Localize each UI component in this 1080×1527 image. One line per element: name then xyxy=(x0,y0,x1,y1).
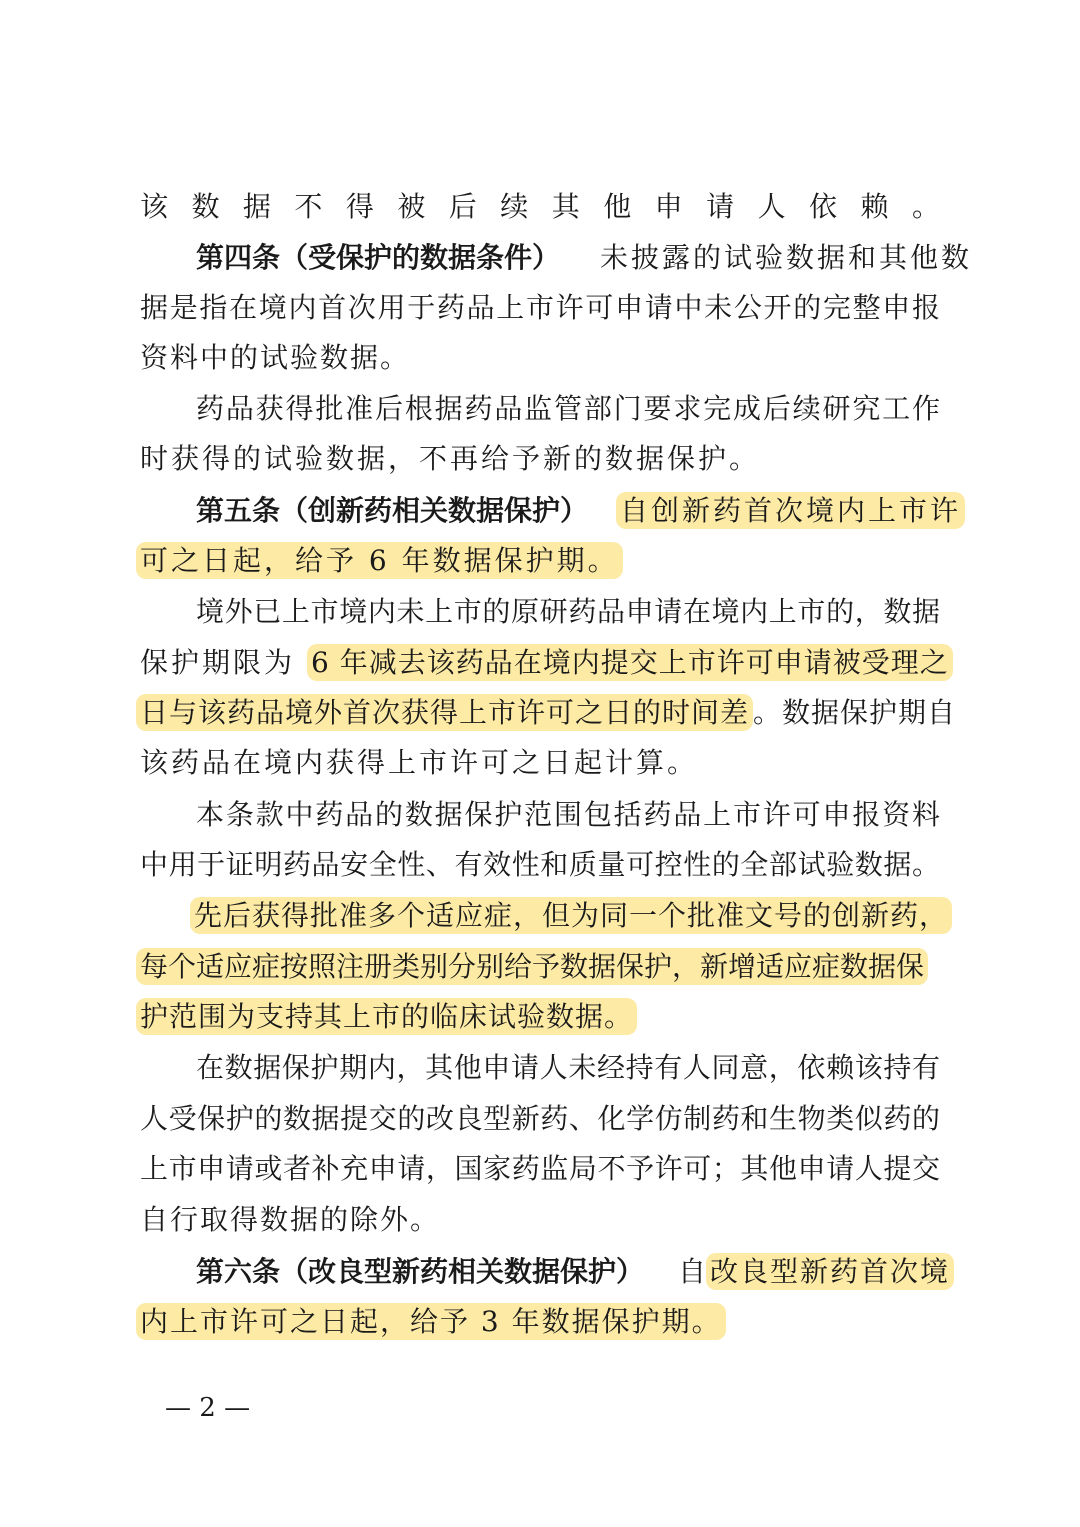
text-line xyxy=(140,338,940,378)
text-line xyxy=(140,187,940,227)
highlighted-text: 可之日起，给予 6 年数据保护期。 xyxy=(136,542,623,579)
line-text: 药品获得批准后根据药品监管部门要求完成后续研究工作 xyxy=(196,392,940,425)
text-line xyxy=(196,795,940,835)
line-text: 未披露的试验数据和其他数 xyxy=(600,241,973,274)
line-text: 据是指在境内首次用于药品上市许可申请中未公开的完整申报 xyxy=(140,291,940,324)
text-line xyxy=(140,288,940,328)
line-text: 该数据不得被后续其他申请人依赖。 xyxy=(140,190,940,223)
article-4-line-1 xyxy=(196,238,973,278)
line-text: 上市申请或者补充申请，国家药监局不予许可；其他申请人提交 xyxy=(140,1152,940,1185)
text-line xyxy=(140,1099,940,1139)
text-line xyxy=(140,845,940,885)
line-text: 资料中的试验数据。 xyxy=(140,341,411,374)
text-line xyxy=(140,1200,940,1240)
text-line xyxy=(140,743,940,783)
text-line xyxy=(140,1149,940,1189)
text-line xyxy=(136,997,936,1037)
text-line xyxy=(190,896,950,936)
text-line xyxy=(136,947,946,987)
line-text: 境外已上市境内未上市的原研药品申请在境内上市的，数据 xyxy=(196,595,940,628)
highlighted-text: 先后获得批准多个适应症，但为同一个批准文号的创新药， xyxy=(190,897,952,934)
line-text: 。数据保护期自 xyxy=(753,696,957,729)
highlighted-text: 内上市许可之日起，给予 3 年数据保护期。 xyxy=(136,1303,726,1340)
text-line xyxy=(196,389,940,429)
highlighted-text: 6 年减去该药品在境内提交上市许可申请被受理之 xyxy=(307,644,953,681)
text-line xyxy=(136,693,957,733)
article-6-heading: 第六条（改良型新药相关数据保护） xyxy=(196,1255,645,1288)
text-line xyxy=(196,1048,940,1088)
text-line xyxy=(140,439,940,479)
line-text: 在数据保护期内，其他申请人未经持有人同意，依赖该持有 xyxy=(196,1051,940,1084)
text-line xyxy=(136,541,936,581)
highlighted-text: 每个适应症按照注册类别分别给予数据保护，新增适应症数据保 xyxy=(136,948,928,985)
page-number: — 2 — xyxy=(165,1393,251,1423)
article-5-heading: 第五条（创新药相关数据保护） xyxy=(196,494,589,527)
article-4-heading: 第四条（受保护的数据条件） xyxy=(196,241,561,274)
highlighted-text: 日与该药品境外首次获得上市许可之日的时间差 xyxy=(136,694,753,731)
line-text: 自 xyxy=(678,1255,707,1288)
article-6-line-1 xyxy=(196,1252,951,1292)
highlighted-text: 改良型新药首次境 xyxy=(706,1253,954,1290)
line-text: 该药品在境内获得上市许可之日起计算。 xyxy=(140,746,699,779)
line-text: 时获得的试验数据，不再给予新的数据保护。 xyxy=(140,442,761,475)
line-text: 自行取得数据的除外。 xyxy=(140,1203,441,1236)
text-line xyxy=(196,592,940,632)
line-text: 中用于证明药品安全性、有效性和质量可控性的全部试验数据。 xyxy=(140,848,940,881)
text-line xyxy=(136,1302,936,1342)
article-5-line-1 xyxy=(196,491,962,531)
highlighted-text: 自创新药首次境内上市许 xyxy=(616,492,965,529)
line-text: 保护期限为 xyxy=(140,646,296,679)
text-line xyxy=(140,643,949,683)
line-text: 人受保护的数据提交的改良型新药、化学仿制药和生物类似药的 xyxy=(140,1102,940,1135)
line-text: 本条款中药品的数据保护范围包括药品上市许可申报资料 xyxy=(196,798,940,831)
highlighted-text: 护范围为支持其上市的临床试验数据。 xyxy=(136,998,637,1035)
